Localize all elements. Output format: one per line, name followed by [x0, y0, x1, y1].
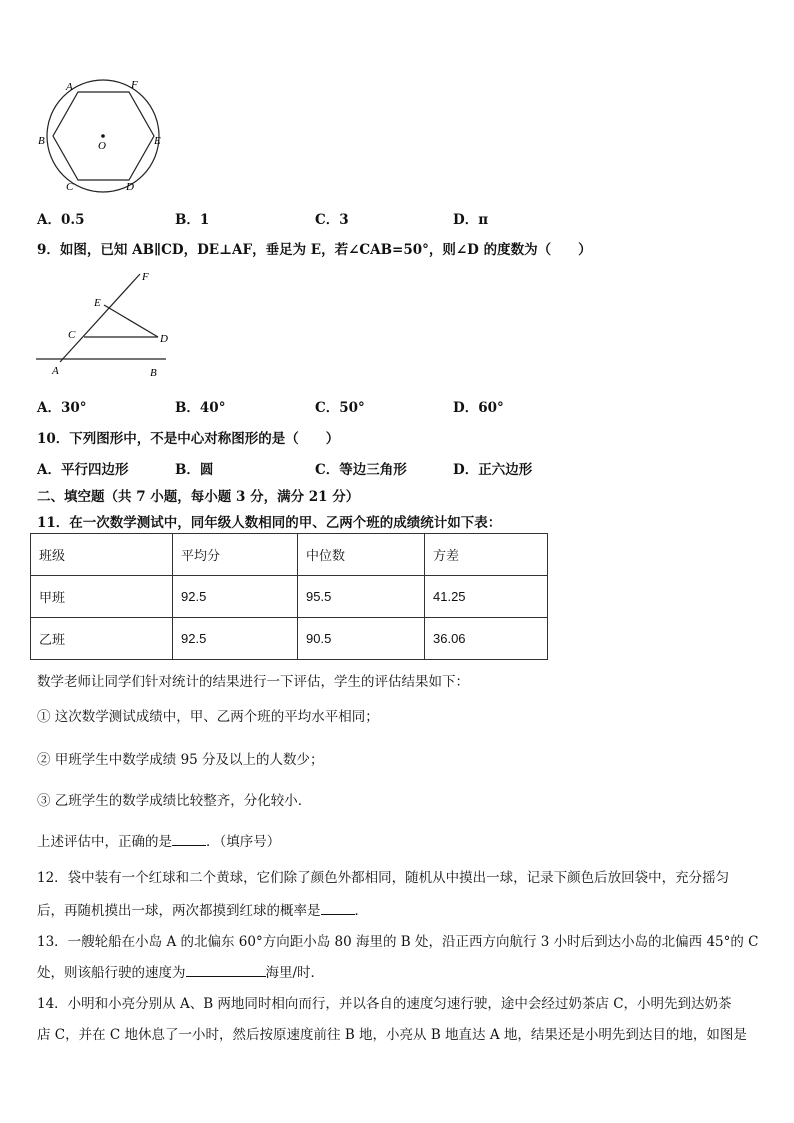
label-E: E	[154, 135, 161, 147]
q8-option-c: C．3	[315, 212, 349, 228]
center-point	[101, 134, 105, 138]
q11-question	[37, 830, 280, 850]
line-af	[60, 274, 140, 362]
label-O: O	[98, 140, 106, 152]
q14-line-1: 14．小明和小亮分别从 A、B 两地同时相向而行，并以各自的速度匀速行驶，途中会经过奶茶店 C，小明先到达奶茶	[37, 996, 732, 1012]
q9-option-a: A．30°	[37, 400, 87, 416]
q11-item-1: ① 这次数学测试成绩中，甲、乙两个班的平均水平相同；	[37, 709, 379, 725]
q10-option-a: A．平行四边形	[37, 462, 129, 478]
table-cell: 41.25	[425, 576, 548, 618]
section-heading: 二、填空题（共 7 小题，每小题 3 分，满分 21 分）	[37, 489, 360, 505]
answer-blank[interactable]	[321, 901, 355, 915]
table-cell: 95.5	[298, 576, 425, 618]
table-row	[31, 576, 548, 618]
q9-option-c: C．50°	[315, 400, 365, 416]
answer-blank[interactable]	[186, 963, 266, 977]
q12-line-2-prefix: 后，再随机摸出一球，两次都摸到红球的概率是	[37, 903, 321, 919]
table-header: 班级	[31, 534, 173, 576]
label-F: F	[131, 79, 138, 91]
label-F: F	[142, 271, 149, 283]
q10-option-d: D．正六边形	[453, 462, 533, 478]
q11-intro: 数学老师让同学们针对统计的结果进行一下评估，学生的评估结果如下：	[37, 674, 469, 690]
q8-option-a: A．0.5	[37, 212, 85, 228]
q11-item-3: ③ 乙班学生的数学成绩比较整齐，分化较小．	[37, 793, 312, 809]
q11-stem: 11．在一次数学测试中，同年级人数相同的甲、乙两个班的成绩统计如下表：	[37, 515, 502, 531]
q10-option-c: C．等边三角形	[315, 462, 407, 478]
label-D: D	[126, 181, 134, 193]
table-header: 平均分	[173, 534, 298, 576]
q12-line-2-suffix: ．	[354, 903, 368, 919]
label-D: D	[160, 333, 168, 345]
label-B: B	[38, 135, 45, 147]
label-A: A	[52, 365, 59, 377]
q14-line-2: 店 C，并在 C 地休息了一小时，然后按原速度前往 B 地，小亮从 B 地直达 A 地，结果还是小明先到达目的地，如图是	[37, 1027, 747, 1043]
label-C: C	[66, 181, 74, 193]
score-table	[30, 533, 548, 660]
q13-line-2-suffix: 海里/时．	[265, 965, 325, 981]
q10-option-b: B．圆	[175, 462, 214, 478]
q11-question-prefix: 上述评估中，正确的是	[37, 834, 172, 850]
table-header: 方差	[425, 534, 548, 576]
table-row	[31, 618, 548, 660]
label-E: E	[94, 297, 101, 309]
label-C: C	[68, 329, 76, 341]
label-B: B	[150, 367, 157, 379]
table-cell: 甲班	[31, 576, 173, 618]
q8-option-d: D．π	[453, 212, 489, 228]
q11-item-2: ② 甲班学生中数学成绩 95 分及以上的人数少；	[37, 752, 324, 768]
hexagon-circle-figure	[30, 74, 180, 198]
q11-question-suffix: ．（填序号）	[206, 834, 281, 850]
q13-line-2-prefix: 处，则该船行驶的速度为	[37, 965, 186, 981]
table-header: 中位数	[298, 534, 425, 576]
q9-option-b: B．40°	[175, 400, 226, 416]
table-header-row	[31, 534, 548, 576]
table-cell: 92.5	[173, 576, 298, 618]
line-ed	[104, 305, 158, 337]
table-cell: 90.5	[298, 618, 425, 660]
label-A: A	[66, 81, 73, 93]
q13-line-1: 13．一艘轮船在小岛 A 的北偏东 60°方向距小岛 80 海里的 B 处，沿正西方向航行 3 小时后到达小岛的北偏西 45°的 C	[37, 934, 759, 950]
q12-line-2	[37, 899, 368, 919]
q8-option-b: B．1	[175, 212, 210, 228]
q9-stem: 9．如图，已知 AB∥CD，DE⊥AF，垂足为 E，若∠CAB=50°，则∠D 的度数为（ ）	[37, 242, 592, 258]
q12-line-1: 12．袋中装有一个红球和二个黄球，它们除了颜色外都相同，随机从中摸出一球，记录下颜色后放回袋中，充分摇匀	[37, 870, 730, 886]
table-cell: 36.06	[425, 618, 548, 660]
q13-line-2	[37, 961, 324, 981]
answer-blank[interactable]	[172, 832, 206, 846]
table-cell: 乙班	[31, 618, 173, 660]
parallel-lines-figure	[34, 266, 176, 382]
table-cell: 92.5	[173, 618, 298, 660]
q9-option-d: D．60°	[453, 400, 504, 416]
q10-stem: 10．下列图形中，不是中心对称图形的是（ ）	[37, 431, 340, 447]
